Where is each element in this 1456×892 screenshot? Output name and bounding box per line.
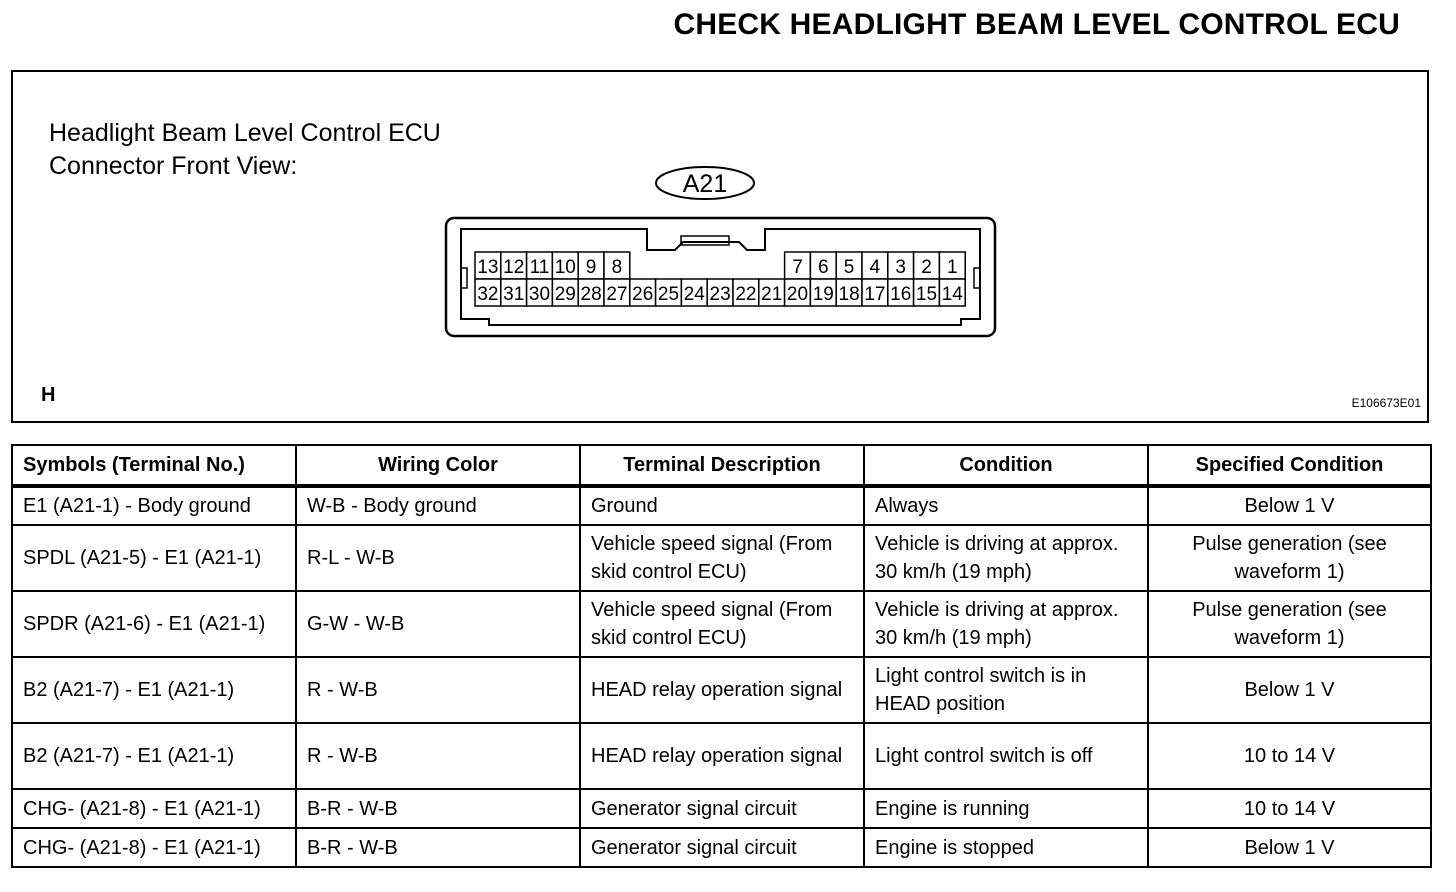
table-row	[12, 525, 1431, 591]
corner-mark: H	[41, 384, 56, 406]
cell-condition: Always	[864, 486, 1148, 525]
cell-specified-condition: 10 to 14 V	[1148, 723, 1431, 789]
cell-wiring-color: B-R - W-B	[296, 789, 580, 828]
cell-wiring-color: R - W-B	[296, 723, 580, 789]
cell-wiring-color: W-B - Body ground	[296, 486, 580, 525]
pin-number: 8	[611, 257, 623, 278]
pin-number: 9	[585, 257, 597, 278]
cell-condition: Engine is stopped	[864, 828, 1148, 867]
cell-symbols: B2 (A21-7) - E1 (A21-1)	[12, 723, 296, 789]
connector-diagram	[11, 70, 1429, 423]
header-wiring-color: Wiring Color	[296, 445, 580, 486]
cell-symbols: SPDL (A21-5) - E1 (A21-1)	[12, 525, 296, 591]
cell-wiring-color: G-W - W-B	[296, 591, 580, 657]
top-row-left-pins	[475, 252, 630, 279]
cell-symbols: SPDR (A21-6) - E1 (A21-1)	[12, 591, 296, 657]
pin-number: 18	[838, 284, 860, 305]
cell-specified-condition: Below 1 V	[1148, 828, 1431, 867]
table-row	[12, 657, 1431, 723]
cell-wiring-color: R-L - W-B	[296, 525, 580, 591]
pin-number: 7	[792, 257, 803, 278]
header-specified-condition: Specified Condition	[1148, 445, 1431, 486]
pin-number: 17	[864, 284, 886, 305]
terminal-spec-table	[11, 444, 1432, 868]
cell-specified-condition: Pulse generation (see waveform 1)	[1148, 525, 1431, 591]
cell-terminal-description: Generator signal circuit	[580, 789, 864, 828]
pin-number: 31	[503, 284, 525, 305]
cell-condition: Light control switch is in HEAD position	[864, 657, 1148, 723]
cell-symbols: CHG- (A21-8) - E1 (A21-1)	[12, 828, 296, 867]
pin-number: 22	[735, 284, 757, 305]
pin-number: 26	[632, 284, 654, 305]
cell-condition: Light control switch is off	[864, 723, 1148, 789]
pin-number: 2	[921, 257, 932, 278]
pin-number: 16	[890, 284, 912, 305]
pin-number: 25	[657, 284, 680, 305]
cell-condition: Vehicle is driving at approx. 30 km/h (19 mph)	[864, 525, 1148, 591]
pin-number: 4	[869, 257, 881, 278]
cell-specified-condition: 10 to 14 V	[1148, 789, 1431, 828]
header-symbols: Symbols (Terminal No.)	[12, 445, 296, 486]
top-row-right-pins	[785, 252, 966, 279]
pin-number: 3	[895, 257, 906, 278]
table-row	[12, 486, 1431, 525]
header-terminal-description: Terminal Description	[580, 445, 864, 486]
cell-symbols: B2 (A21-7) - E1 (A21-1)	[12, 657, 296, 723]
cell-terminal-description: Ground	[580, 486, 864, 525]
connector-label: A21	[682, 170, 728, 198]
caption-line-1: Headlight Beam Level Control ECU	[49, 119, 441, 147]
cell-wiring-color: R - W-B	[296, 657, 580, 723]
connector-latch	[681, 236, 729, 245]
pin-number: 24	[683, 284, 705, 305]
table-row	[12, 723, 1431, 789]
pin-number: 11	[529, 257, 550, 278]
cell-terminal-description: HEAD relay operation signal	[580, 723, 864, 789]
cell-terminal-description: Vehicle speed signal (From skid control ECU)	[580, 591, 864, 657]
table-row	[12, 828, 1431, 867]
table-row	[12, 789, 1431, 828]
cell-terminal-description: Vehicle speed signal (From skid control ECU)	[580, 525, 864, 591]
pin-number: 1	[947, 257, 958, 278]
pin-number: 6	[818, 257, 829, 278]
pin-number: 21	[761, 284, 783, 305]
cell-specified-condition: Below 1 V	[1148, 486, 1431, 525]
table-row	[12, 591, 1431, 657]
pin-number: 13	[477, 257, 499, 278]
pin-number: 28	[580, 284, 602, 305]
bottom-row-pins	[475, 279, 965, 306]
header-condition: Condition	[864, 445, 1148, 486]
pin-number: 14	[941, 284, 963, 305]
cell-wiring-color: B-R - W-B	[296, 828, 580, 867]
pin-number: 19	[812, 284, 834, 305]
cell-specified-condition: Below 1 V	[1148, 657, 1431, 723]
cell-terminal-description: Generator signal circuit	[580, 828, 864, 867]
pin-number: 15	[915, 284, 938, 305]
pin-number: 12	[503, 257, 525, 278]
caption-line-2: Connector Front View:	[49, 152, 298, 180]
pin-number: 30	[528, 284, 551, 305]
table-header-row	[12, 445, 1431, 486]
cell-symbols: CHG- (A21-8) - E1 (A21-1)	[12, 789, 296, 828]
page-title: CHECK HEADLIGHT BEAM LEVEL CONTROL ECU	[673, 8, 1400, 41]
pin-number: 32	[477, 284, 499, 305]
figure-code: E106673E01	[1351, 396, 1421, 410]
pin-number: 29	[554, 284, 576, 305]
cell-terminal-description: HEAD relay operation signal	[580, 657, 864, 723]
cell-specified-condition: Pulse generation (see waveform 1)	[1148, 591, 1431, 657]
cell-condition: Engine is running	[864, 789, 1148, 828]
cell-symbols: E1 (A21-1) - Body ground	[12, 486, 296, 525]
pin-number: 23	[709, 284, 731, 305]
pin-number: 10	[554, 257, 576, 278]
connector-front-view	[13, 72, 1427, 421]
cell-condition: Vehicle is driving at approx. 30 km/h (19 mph)	[864, 591, 1148, 657]
pin-number: 20	[786, 284, 809, 305]
pin-number: 5	[843, 257, 855, 278]
pin-number: 27	[606, 284, 628, 305]
